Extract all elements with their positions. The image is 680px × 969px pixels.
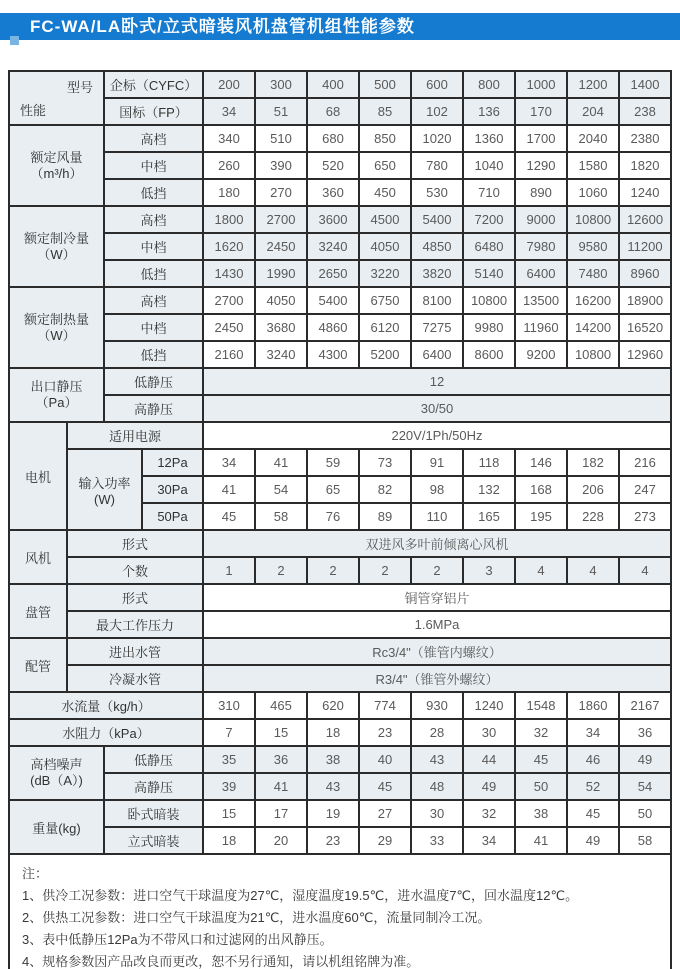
span-value-cell: Rc3/4"（锥管内螺纹） <box>203 638 671 665</box>
value-cell: 9200 <box>515 341 567 368</box>
table-row <box>9 368 671 395</box>
notes-box <box>8 855 672 969</box>
value-cell: 49 <box>567 827 619 854</box>
value-cell: 10800 <box>567 341 619 368</box>
value-cell: 800 <box>463 71 515 98</box>
note-line: 2、供热工况参数：进口空气干球温度为21℃，进水温度60℃，流量同制冷工况。 <box>22 910 491 925</box>
value-cell: 340 <box>203 125 255 152</box>
value-cell: 4050 <box>255 287 307 314</box>
value-cell: 2040 <box>567 125 619 152</box>
value-cell: 98 <box>411 476 463 503</box>
value-cell: 273 <box>619 503 671 530</box>
section-label-piping: 配管 <box>9 638 67 692</box>
value-cell: 7 <box>203 719 255 746</box>
table-row <box>9 260 671 287</box>
value-cell: 50 <box>619 800 671 827</box>
value-cell: 10800 <box>463 287 515 314</box>
value-cell: 30 <box>463 719 515 746</box>
spec-table <box>8 70 672 855</box>
value-cell: 23 <box>359 719 411 746</box>
value-cell: 930 <box>411 692 463 719</box>
table-row <box>9 233 671 260</box>
row-label-water-flow: 水流量（kg/h） <box>9 692 203 719</box>
table-row <box>9 692 671 719</box>
table-row <box>9 719 671 746</box>
note-line: 3、表中低静压12Pa为不带风口和过滤网的出风静压。 <box>22 932 333 947</box>
value-cell: 43 <box>411 746 463 773</box>
section-unit-text: （W） <box>37 327 76 343</box>
row-label-fan-type: 形式 <box>67 530 203 557</box>
value-cell: 34 <box>463 827 515 854</box>
row-label-30pa: 30Pa <box>142 476 203 503</box>
section-label-noise <box>9 746 104 800</box>
value-cell: 774 <box>359 692 411 719</box>
note-line: 4、规格参数因产品改良而更改，恕不另行通知，请以机组铭牌为准。 <box>22 954 420 969</box>
value-cell: 390 <box>255 152 307 179</box>
value-cell: 600 <box>411 71 463 98</box>
section-label-fan: 风机 <box>9 530 67 584</box>
value-cell: 520 <box>307 152 359 179</box>
value-cell: 8960 <box>619 260 671 287</box>
span-value-cell: 铜管穿铝片 <box>203 584 671 611</box>
value-cell: 7480 <box>567 260 619 287</box>
value-cell: 41 <box>255 449 307 476</box>
value-cell: 260 <box>203 152 255 179</box>
value-cell: 16520 <box>619 314 671 341</box>
table-row <box>9 449 671 476</box>
value-cell: 45 <box>359 773 411 800</box>
section-unit-text: (dB（A）) <box>30 773 83 788</box>
value-cell: 58 <box>619 827 671 854</box>
row-label-high: 高档 <box>104 206 203 233</box>
value-cell: 82 <box>359 476 411 503</box>
value-cell: 500 <box>359 71 411 98</box>
page-title: FC-WA/LA卧式/立式暗装风机盘管机组性能参数 <box>30 17 415 36</box>
row-label-enterprise-standard: 企标（CYFC） <box>104 71 203 98</box>
table-row <box>9 341 671 368</box>
section-unit-text: （Pa） <box>35 395 78 410</box>
row-label-high-static: 高静压 <box>104 773 203 800</box>
value-cell: 110 <box>411 503 463 530</box>
value-cell: 204 <box>567 98 619 125</box>
value-cell: 510 <box>255 125 307 152</box>
value-cell: 182 <box>567 449 619 476</box>
row-label-horizontal-concealed: 卧式暗装 <box>104 800 203 827</box>
value-cell: 270 <box>255 179 307 206</box>
value-cell: 15 <box>255 719 307 746</box>
value-cell: 9000 <box>515 206 567 233</box>
table-row <box>9 287 671 314</box>
value-cell: 168 <box>515 476 567 503</box>
value-cell: 310 <box>203 692 255 719</box>
value-cell: 165 <box>463 503 515 530</box>
row-label-vertical-concealed: 立式暗装 <box>104 827 203 854</box>
value-cell: 11960 <box>515 314 567 341</box>
value-cell: 46 <box>567 746 619 773</box>
value-cell: 39 <box>203 773 255 800</box>
value-cell: 4 <box>567 557 619 584</box>
value-cell: 1580 <box>567 152 619 179</box>
value-cell: 4 <box>619 557 671 584</box>
value-cell: 6480 <box>463 233 515 260</box>
value-cell: 45 <box>567 800 619 827</box>
value-cell: 2160 <box>203 341 255 368</box>
table-row <box>9 827 671 854</box>
value-cell: 2700 <box>255 206 307 233</box>
value-cell: 1990 <box>255 260 307 287</box>
value-cell: 19 <box>307 800 359 827</box>
value-cell: 195 <box>515 503 567 530</box>
row-label-low: 低挡 <box>104 341 203 368</box>
row-label-drain-pipe: 冷凝水管 <box>67 665 203 692</box>
value-cell: 890 <box>515 179 567 206</box>
value-cell: 1240 <box>619 179 671 206</box>
value-cell: 36 <box>619 719 671 746</box>
value-cell: 41 <box>255 773 307 800</box>
value-cell: 4050 <box>359 233 411 260</box>
value-cell: 54 <box>255 476 307 503</box>
table-row <box>9 530 671 557</box>
value-cell: 32 <box>463 800 515 827</box>
section-label-text: 高档噪声 <box>30 757 83 772</box>
row-label-low-static: 低静压 <box>104 368 203 395</box>
table-row <box>9 98 671 125</box>
row-label-high-static: 高静压 <box>104 395 203 422</box>
span-value-cell: 双进风多叶前倾离心风机 <box>203 530 671 557</box>
value-cell: 54 <box>619 773 671 800</box>
value-cell: 13500 <box>515 287 567 314</box>
value-cell: 9580 <box>567 233 619 260</box>
value-cell: 4500 <box>359 206 411 233</box>
value-cell: 4300 <box>307 341 359 368</box>
span-value-cell: 12 <box>203 368 671 395</box>
value-cell: 1820 <box>619 152 671 179</box>
span-value-cell: 220V/1Ph/50Hz <box>203 422 671 449</box>
value-cell: 1700 <box>515 125 567 152</box>
value-cell: 73 <box>359 449 411 476</box>
value-cell: 51 <box>255 98 307 125</box>
value-cell: 5140 <box>463 260 515 287</box>
section-label-heating <box>9 287 104 368</box>
value-cell: 14200 <box>567 314 619 341</box>
section-label-text: 出口静压 <box>30 379 83 394</box>
value-cell: 89 <box>359 503 411 530</box>
value-cell: 59 <box>307 449 359 476</box>
value-cell: 1860 <box>567 692 619 719</box>
value-cell: 3220 <box>359 260 411 287</box>
value-cell: 400 <box>307 71 359 98</box>
table-row <box>9 611 671 638</box>
value-cell: 530 <box>411 179 463 206</box>
value-cell: 3680 <box>255 314 307 341</box>
table-row <box>9 800 671 827</box>
value-cell: 3820 <box>411 260 463 287</box>
note-line: 1、供冷工况参数：进口空气干球温度为27℃，湿度温度19.5℃，进水温度7℃，回水温度12℃。 <box>22 888 579 903</box>
value-cell: 32 <box>515 719 567 746</box>
corner-model-label: 型号 <box>66 80 93 95</box>
value-cell: 2450 <box>203 314 255 341</box>
section-unit-text: （m³/h） <box>30 165 83 181</box>
row-label-water-pipe: 进出水管 <box>67 638 203 665</box>
value-cell: 4 <box>515 557 567 584</box>
value-cell: 3240 <box>307 233 359 260</box>
value-cell: 132 <box>463 476 515 503</box>
value-cell: 170 <box>515 98 567 125</box>
value-cell: 2 <box>255 557 307 584</box>
section-label-text: 额定制热量 <box>23 311 89 327</box>
value-cell: 1240 <box>463 692 515 719</box>
row-label-coil-type: 形式 <box>67 584 203 611</box>
value-cell: 2 <box>359 557 411 584</box>
value-cell: 360 <box>307 179 359 206</box>
row-label-mid: 中档 <box>104 314 203 341</box>
value-cell: 85 <box>359 98 411 125</box>
value-cell: 2167 <box>619 692 671 719</box>
value-cell: 29 <box>359 827 411 854</box>
table-row <box>9 314 671 341</box>
table-row <box>9 71 671 98</box>
table-row <box>9 665 671 692</box>
value-cell: 18 <box>307 719 359 746</box>
corner-cell <box>9 71 104 125</box>
value-cell: 34 <box>567 719 619 746</box>
value-cell: 49 <box>619 746 671 773</box>
value-cell: 45 <box>515 746 567 773</box>
value-cell: 23 <box>307 827 359 854</box>
row-label-fan-count: 个数 <box>67 557 203 584</box>
value-cell: 28 <box>411 719 463 746</box>
value-cell: 48 <box>411 773 463 800</box>
value-cell: 20 <box>255 827 307 854</box>
value-cell: 3600 <box>307 206 359 233</box>
table-row <box>9 206 671 233</box>
value-cell: 36 <box>255 746 307 773</box>
value-cell: 10800 <box>567 206 619 233</box>
value-cell: 1040 <box>463 152 515 179</box>
value-cell: 30 <box>411 800 463 827</box>
value-cell: 38 <box>515 800 567 827</box>
row-label-water-resistance: 水阻力（kPa） <box>9 719 203 746</box>
value-cell: 2650 <box>307 260 359 287</box>
value-cell: 620 <box>307 692 359 719</box>
value-cell: 45 <box>203 503 255 530</box>
value-cell: 1060 <box>567 179 619 206</box>
value-cell: 238 <box>619 98 671 125</box>
value-cell: 35 <box>203 746 255 773</box>
value-cell: 450 <box>359 179 411 206</box>
table-row <box>9 584 671 611</box>
value-cell: 1 <box>203 557 255 584</box>
table-row <box>9 395 671 422</box>
section-unit-text: （W） <box>37 246 76 262</box>
value-cell: 1020 <box>411 125 463 152</box>
value-cell: 465 <box>255 692 307 719</box>
row-label-input-power: 输入功率(W) <box>67 449 142 530</box>
value-cell: 18 <box>203 827 255 854</box>
value-cell: 8600 <box>463 341 515 368</box>
table-row <box>9 746 671 773</box>
row-label-low: 低挡 <box>104 179 203 206</box>
value-cell: 7200 <box>463 206 515 233</box>
corner-performance-label: 性能 <box>20 103 47 118</box>
row-label-low-static: 低静压 <box>104 746 203 773</box>
value-cell: 1000 <box>515 71 567 98</box>
section-label-static-pressure <box>9 368 104 422</box>
section-label-text: 额定制冷量 <box>23 230 89 246</box>
value-cell: 6120 <box>359 314 411 341</box>
value-cell: 200 <box>203 71 255 98</box>
span-value-cell: 30/50 <box>203 395 671 422</box>
value-cell: 5400 <box>307 287 359 314</box>
value-cell: 118 <box>463 449 515 476</box>
row-label-12pa: 12Pa <box>142 449 203 476</box>
value-cell: 650 <box>359 152 411 179</box>
value-cell: 41 <box>515 827 567 854</box>
value-cell: 680 <box>307 125 359 152</box>
content-area <box>8 70 672 969</box>
section-label-text: 额定风量 <box>30 149 83 165</box>
value-cell: 7275 <box>411 314 463 341</box>
table-row <box>9 179 671 206</box>
section-label-motor: 电机 <box>9 422 67 530</box>
value-cell: 1620 <box>203 233 255 260</box>
value-cell: 780 <box>411 152 463 179</box>
section-label-weight: 重量(kg) <box>9 800 104 854</box>
value-cell: 11200 <box>619 233 671 260</box>
value-cell: 17 <box>255 800 307 827</box>
value-cell: 102 <box>411 98 463 125</box>
row-label-mid: 中档 <box>104 233 203 260</box>
value-cell: 3240 <box>255 341 307 368</box>
value-cell: 50 <box>515 773 567 800</box>
value-cell: 1200 <box>567 71 619 98</box>
row-label-power-supply: 适用电源 <box>67 422 203 449</box>
value-cell: 1430 <box>203 260 255 287</box>
value-cell: 4850 <box>411 233 463 260</box>
value-cell: 15 <box>203 800 255 827</box>
row-label-low: 低挡 <box>104 260 203 287</box>
value-cell: 6400 <box>411 341 463 368</box>
row-label-high: 高档 <box>104 125 203 152</box>
value-cell: 146 <box>515 449 567 476</box>
value-cell: 6750 <box>359 287 411 314</box>
value-cell: 2700 <box>203 287 255 314</box>
table-row <box>9 125 671 152</box>
span-value-cell: 1.6MPa <box>203 611 671 638</box>
value-cell: 33 <box>411 827 463 854</box>
value-cell: 12600 <box>619 206 671 233</box>
title-bar <box>0 13 680 40</box>
value-cell: 76 <box>307 503 359 530</box>
value-cell: 3 <box>463 557 515 584</box>
value-cell: 6400 <box>515 260 567 287</box>
value-cell: 34 <box>203 98 255 125</box>
table-row <box>9 557 671 584</box>
value-cell: 18900 <box>619 287 671 314</box>
value-cell: 12960 <box>619 341 671 368</box>
value-cell: 216 <box>619 449 671 476</box>
section-label-airflow <box>9 125 104 206</box>
value-cell: 2450 <box>255 233 307 260</box>
row-label-mid: 中档 <box>104 152 203 179</box>
value-cell: 16200 <box>567 287 619 314</box>
value-cell: 1800 <box>203 206 255 233</box>
value-cell: 58 <box>255 503 307 530</box>
value-cell: 180 <box>203 179 255 206</box>
value-cell: 27 <box>359 800 411 827</box>
value-cell: 38 <box>307 746 359 773</box>
value-cell: 34 <box>203 449 255 476</box>
value-cell: 7980 <box>515 233 567 260</box>
title-accent-square <box>10 36 19 45</box>
value-cell: 41 <box>203 476 255 503</box>
value-cell: 68 <box>307 98 359 125</box>
value-cell: 9980 <box>463 314 515 341</box>
value-cell: 40 <box>359 746 411 773</box>
value-cell: 43 <box>307 773 359 800</box>
value-cell: 710 <box>463 179 515 206</box>
row-label-50pa: 50Pa <box>142 503 203 530</box>
value-cell: 850 <box>359 125 411 152</box>
row-label-max-pressure: 最大工作压力 <box>67 611 203 638</box>
section-label-coil: 盘管 <box>9 584 67 638</box>
value-cell: 1290 <box>515 152 567 179</box>
value-cell: 1360 <box>463 125 515 152</box>
value-cell: 1400 <box>619 71 671 98</box>
value-cell: 2 <box>411 557 463 584</box>
value-cell: 49 <box>463 773 515 800</box>
value-cell: 52 <box>567 773 619 800</box>
value-cell: 65 <box>307 476 359 503</box>
value-cell: 247 <box>619 476 671 503</box>
value-cell: 300 <box>255 71 307 98</box>
value-cell: 228 <box>567 503 619 530</box>
table-row <box>9 422 671 449</box>
value-cell: 2 <box>307 557 359 584</box>
value-cell: 91 <box>411 449 463 476</box>
notes-heading: 注： <box>22 866 49 881</box>
value-cell: 8100 <box>411 287 463 314</box>
value-cell: 44 <box>463 746 515 773</box>
value-cell: 5200 <box>359 341 411 368</box>
value-cell: 2380 <box>619 125 671 152</box>
row-label-high: 高档 <box>104 287 203 314</box>
section-label-cooling <box>9 206 104 287</box>
table-row <box>9 773 671 800</box>
value-cell: 136 <box>463 98 515 125</box>
value-cell: 1548 <box>515 692 567 719</box>
value-cell: 5400 <box>411 206 463 233</box>
row-label-national-standard: 国标（FP） <box>104 98 203 125</box>
table-row <box>9 638 671 665</box>
table-row <box>9 152 671 179</box>
span-value-cell: R3/4"（锥管外螺纹） <box>203 665 671 692</box>
value-cell: 206 <box>567 476 619 503</box>
value-cell: 4860 <box>307 314 359 341</box>
